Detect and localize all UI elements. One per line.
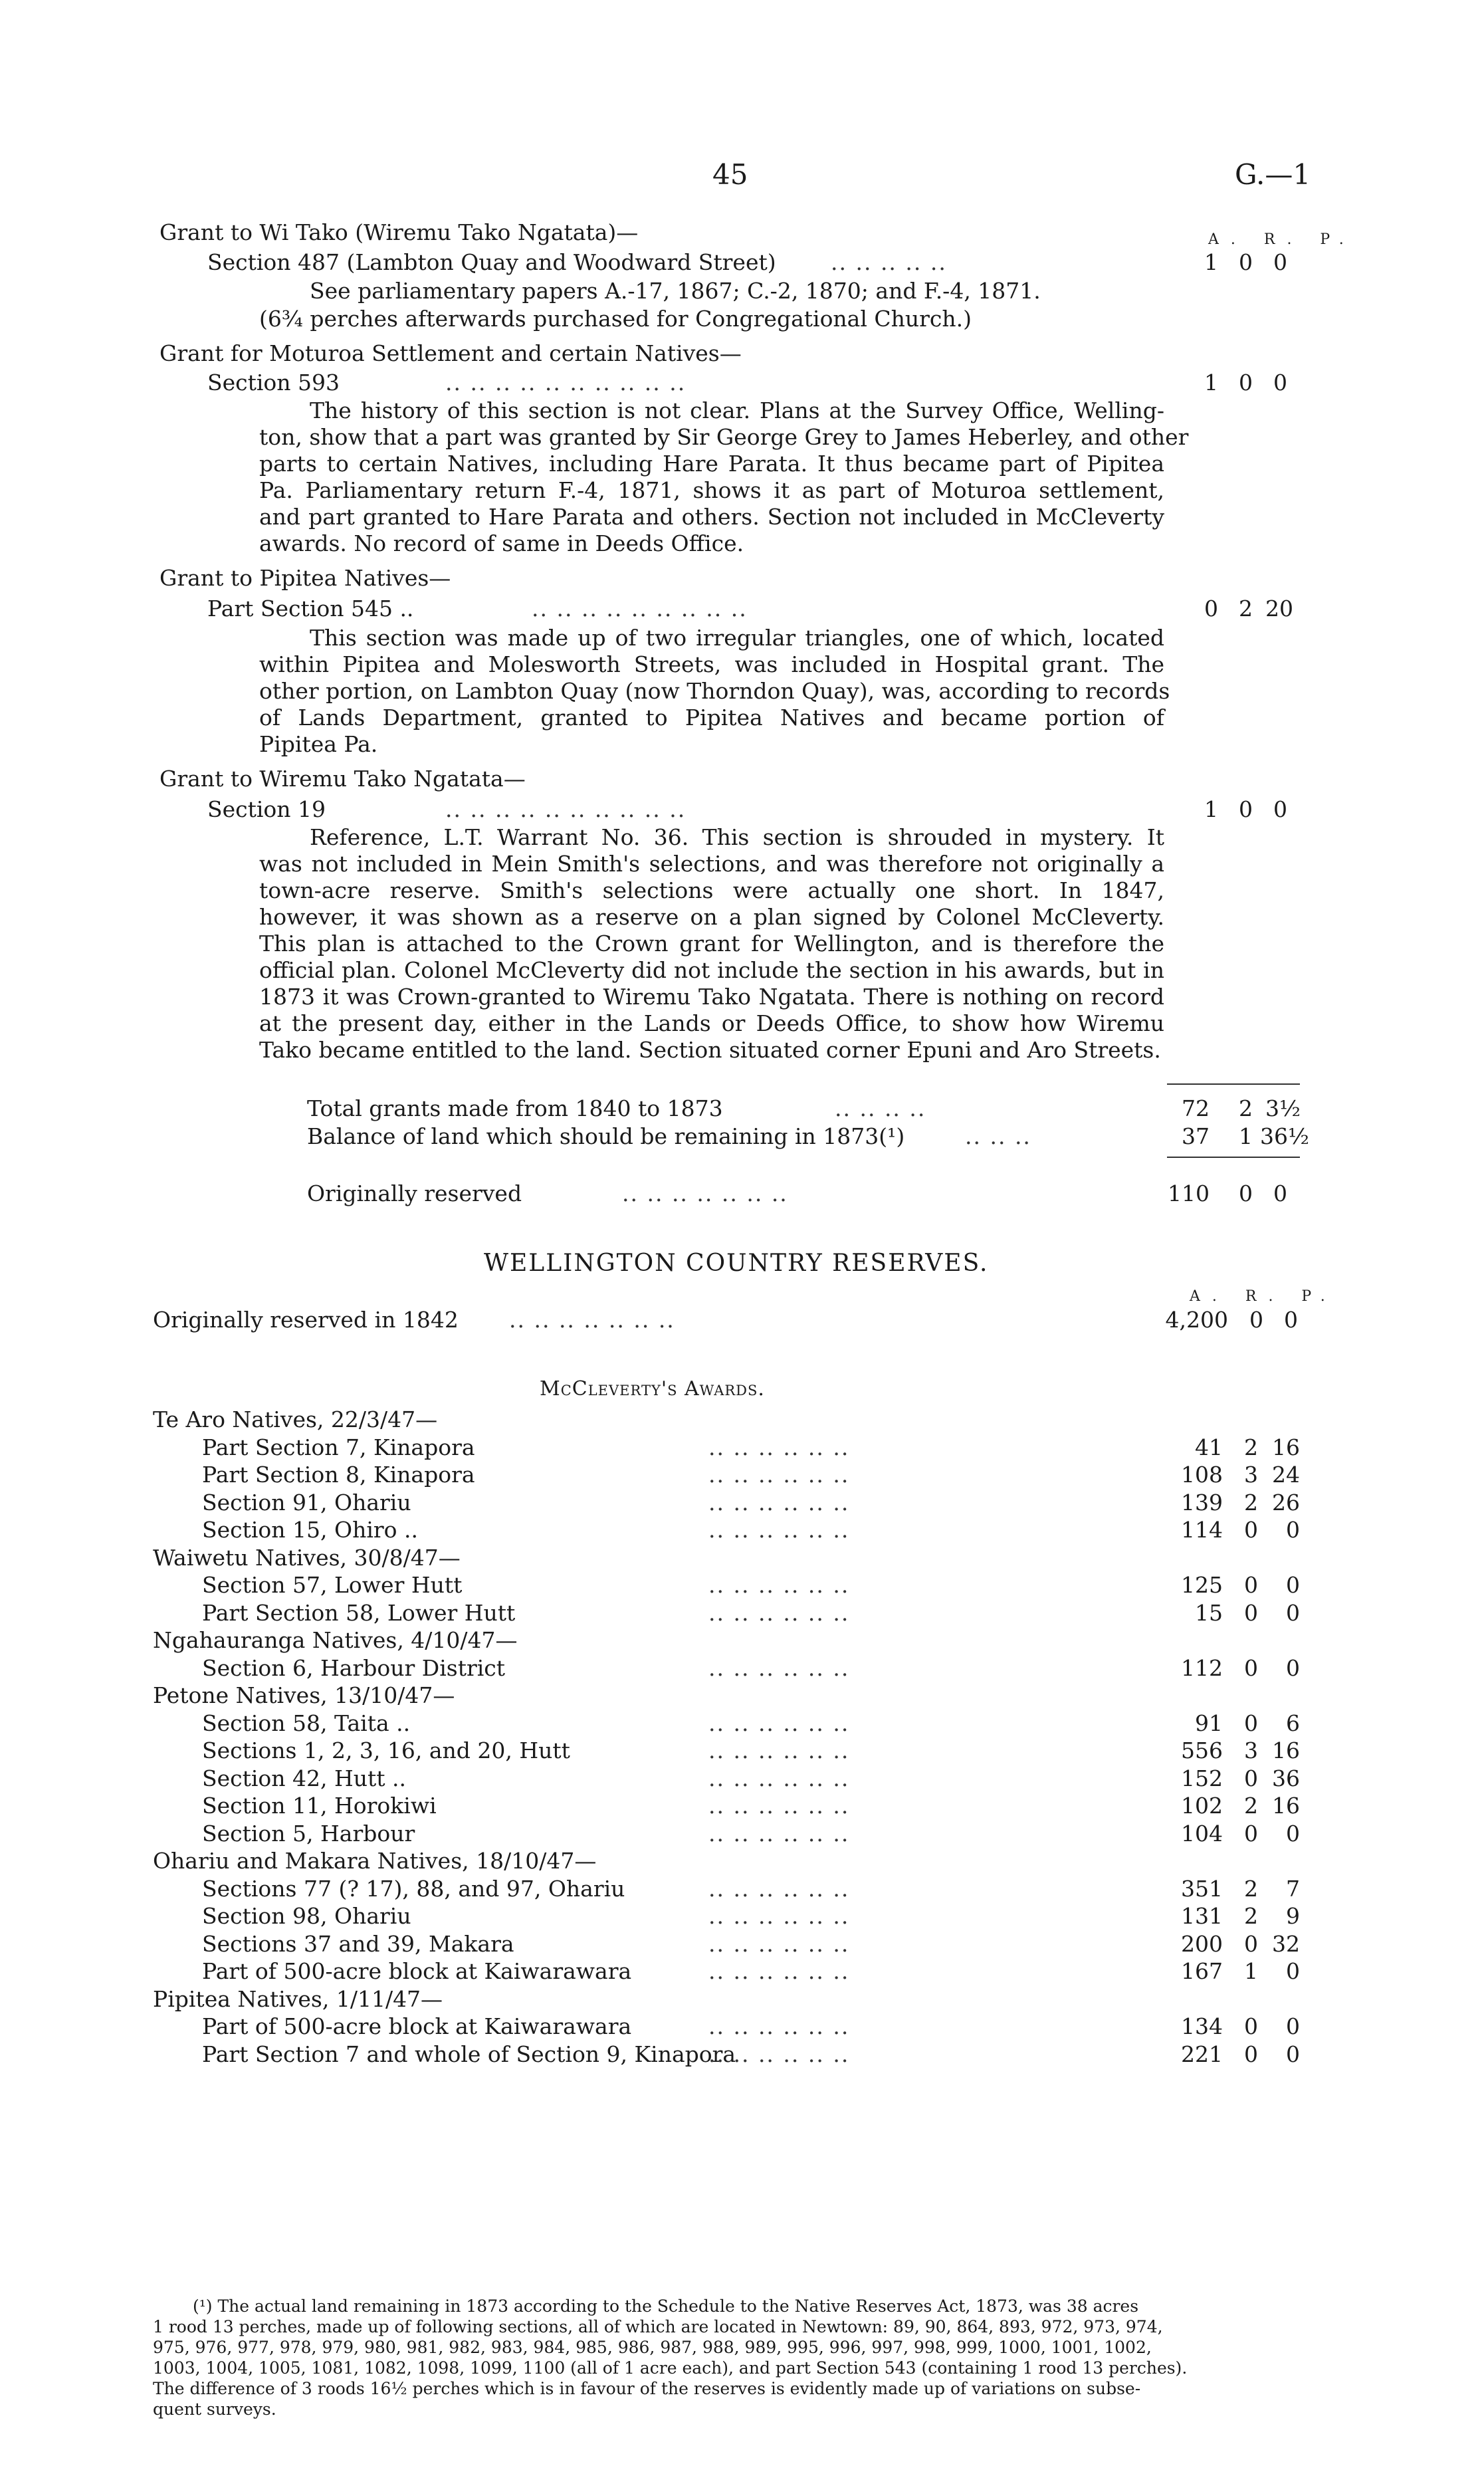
leader-dots: .. .. .. .. .. .. (708, 1737, 850, 1763)
award-perches: 0 (1286, 1655, 1300, 1681)
note-line: See parliamentary papers A.-17, 1867; C.-2, 1870; and F.-4, 1871. (310, 278, 1041, 304)
leader-dots: .. .. .. .. .. .. (708, 1958, 850, 1984)
award-item-label: Section 11, Horokiwi (202, 1793, 437, 1819)
award-acres: 102 (1181, 1793, 1223, 1819)
grant-acres: 1 (1204, 796, 1218, 822)
total-roods: 2 (1239, 1095, 1253, 1121)
note-line: This plan is attached to the Crown grant for Wellington, and is therefore the (259, 931, 1164, 956)
note-line: awards. No record of same in Deeds Office. (259, 530, 744, 556)
award-roods: 3 (1244, 1462, 1258, 1488)
note-line: however, it was shown as a reserve on a plan signed by Colonel McCleverty. (259, 904, 1164, 930)
award-roods: 0 (1244, 1655, 1258, 1681)
award-roods: 1 (1244, 1958, 1258, 1984)
grant-perches: 0 (1273, 796, 1287, 822)
leader-dots: .. .. .. .. .. (831, 249, 947, 275)
leader-dots: .. .. .. .. .. .. .. .. .. .. (445, 796, 687, 822)
grant-roods: 2 (1239, 596, 1253, 621)
note-line: ton, show that a part was granted by Sir George Grey to James Heberley, and other (259, 424, 1189, 450)
grant-perches: 20 (1265, 596, 1293, 621)
note-line: Pipitea Pa. (259, 731, 378, 757)
leader-dots: .. .. .. .. .. .. (708, 1765, 850, 1791)
grant-section: Part Section 545 .. (207, 596, 414, 621)
award-perches: 16 (1272, 1737, 1300, 1763)
originally-roods: 0 (1239, 1180, 1253, 1206)
award-item-label: Section 57, Lower Hutt (202, 1572, 463, 1598)
balance-perches: 36½ (1260, 1123, 1309, 1149)
award-item-label: Part of 500-acre block at Kaiwarawara (202, 1958, 632, 1984)
award-roods: 0 (1244, 1821, 1258, 1847)
leader-dots: .. .. .. .. .. .. .. (622, 1180, 788, 1206)
grant-roods: 0 (1239, 370, 1253, 395)
footnote-line: 975, 976, 977, 978, 979, 980, 981, 982, 983, 984, 985, 986, 987, 988, 989, 995, 996, 997, 998, 999, 1000, 1001, 1002, (153, 2338, 1152, 2357)
award-roods: 0 (1244, 1710, 1258, 1736)
grant-note (259, 397, 1189, 557)
award-group-title: Waiwetu Natives, 30/8/47— (153, 1545, 461, 1571)
country-roods: 0 (1249, 1307, 1263, 1333)
award-acres: 556 (1181, 1737, 1223, 1763)
award-roods: 0 (1244, 1572, 1258, 1598)
awards-heading: McCleverty's Awards. (540, 1377, 765, 1401)
document-reference: G.—1 (1235, 158, 1311, 191)
award-roods: 0 (1244, 1517, 1258, 1543)
column-rule (1167, 1157, 1300, 1158)
award-acres: 15 (1195, 1600, 1223, 1626)
note-line: other portion, on Lambton Quay (now Thorndon Quay), was, according to records (259, 678, 1170, 704)
award-perches: 7 (1286, 1876, 1300, 1902)
leader-dots: .. .. .. .. .. .. (708, 1572, 850, 1598)
award-acres: 104 (1181, 1821, 1223, 1847)
grant-title: Grant to Wi Tako (Wiremu Tako Ngatata)— (159, 219, 639, 245)
award-item-label: Section 91, Ohariu (202, 1490, 411, 1515)
arp-column-header: A. R. P. (1208, 231, 1356, 248)
leader-dots: .. .. .. .. .. .. (708, 2013, 850, 2039)
originally-reserved-label: Originally reserved (307, 1180, 522, 1206)
balance-roods: 1 (1239, 1123, 1253, 1149)
grant-roods: 0 (1239, 796, 1253, 822)
award-perches: 24 (1272, 1462, 1300, 1488)
leader-dots: .. .. .. .. .. .. (708, 1793, 850, 1819)
award-acres: 167 (1181, 1958, 1223, 1984)
award-roods: 0 (1244, 1600, 1258, 1626)
note-line: Pa. Parliamentary return F.-4, 1871, shows it as part of Moturoa settlement, (259, 477, 1164, 503)
award-perches: 9 (1286, 1903, 1300, 1929)
leader-dots: .. .. .. .. (835, 1095, 926, 1121)
award-roods: 0 (1244, 1765, 1258, 1791)
award-perches: 26 (1272, 1490, 1300, 1515)
note-line: parts to certain Natives, including Hare Parata. It thus became part of Pipitea (259, 451, 1164, 477)
award-group-title: Ohariu and Makara Natives, 18/10/47— (153, 1848, 597, 1874)
award-perches: 32 (1272, 1931, 1300, 1957)
note-line: The history of this section is not clear. Plans at the Survey Office, Welling- (310, 397, 1164, 423)
award-acres: 134 (1181, 2013, 1223, 2039)
column-rule (1167, 1083, 1300, 1085)
grant-section: Section 19 (207, 796, 326, 822)
award-item-label: Sections 77 (? 17), 88, and 97, Ohariu (202, 1876, 625, 1902)
arp-column-header: A. R. P. (1190, 1288, 1337, 1305)
award-item-label: Section 15, Ohiro .. (202, 1517, 418, 1543)
award-item-label: Section 6, Harbour District (202, 1655, 506, 1681)
award-acres: 114 (1181, 1517, 1223, 1543)
award-acres: 91 (1195, 1710, 1223, 1736)
award-acres: 125 (1181, 1572, 1223, 1598)
grant-title: Grant to Pipitea Natives— (159, 565, 451, 591)
award-item-label: Section 5, Harbour (202, 1821, 415, 1847)
note-line: was not included in Mein Smith's selections, and was therefore not originally a (259, 851, 1164, 877)
award-perches: 0 (1286, 1600, 1300, 1626)
leader-dots: .. .. .. .. .. .. (708, 1821, 850, 1847)
grant-note (259, 625, 1170, 758)
award-roods: 3 (1244, 1737, 1258, 1763)
award-acres: 221 (1181, 2041, 1223, 2067)
leader-dots: .. .. .. .. .. .. .. .. .. (532, 596, 748, 621)
award-group-title: Pipitea Natives, 1/11/47— (153, 1986, 443, 2012)
award-item-label: Part Section 8, Kinapora (202, 1462, 475, 1488)
award-item-label: Part Section 7 and whole of Section 9, Kinapora (202, 2041, 736, 2067)
award-item-label: Sections 37 and 39, Makara (202, 1931, 514, 1957)
award-acres: 108 (1181, 1462, 1223, 1488)
award-roods: 0 (1244, 1931, 1258, 1957)
award-perches: 16 (1272, 1793, 1300, 1819)
award-roods: 2 (1244, 1434, 1258, 1460)
section-heading: WELLINGTON COUNTRY RESERVES. (484, 1250, 989, 1277)
award-perches: 0 (1286, 1821, 1300, 1847)
award-roods: 0 (1244, 2041, 1258, 2067)
country-acres: 4,200 (1165, 1307, 1228, 1333)
grant-note (310, 278, 1162, 304)
note-line: of Lands Department, granted to Pipitea Natives and became portion of (259, 705, 1164, 730)
leader-dots: .. .. .. .. .. .. .. (509, 1307, 675, 1333)
total-label: Total grants made from 1840 to 1873 (307, 1095, 723, 1121)
note-line: This section was made up of two irregular triangles, one of which, located (310, 625, 1164, 651)
award-acres: 200 (1181, 1931, 1223, 1957)
originally-perches: 0 (1273, 1180, 1287, 1206)
leader-dots: .. .. .. .. .. .. (708, 1876, 850, 1902)
total-perches: 3½ (1265, 1095, 1301, 1121)
award-perches: 6 (1286, 1710, 1300, 1736)
page-number: 45 (712, 158, 748, 191)
note-line: Tako became entitled to the land. Section situated corner Epuni and Aro Streets. (259, 1037, 1161, 1063)
leader-dots: .. .. .. .. .. .. (708, 1434, 850, 1460)
award-item-label: Sections 1, 2, 3, 16, and 20, Hutt (202, 1737, 570, 1763)
note-line: within Pipitea and Molesworth Streets, was included in Hospital grant. The (259, 651, 1164, 677)
grant-acres: 0 (1204, 596, 1218, 621)
footnote (153, 2296, 1309, 2419)
award-acres: 351 (1181, 1876, 1223, 1902)
award-acres: 139 (1181, 1490, 1223, 1515)
grant-perches: 0 (1273, 249, 1287, 275)
grant-extra-note: (6¾ perches afterwards purchased for Congregational Church.) (259, 306, 972, 332)
award-perches: 0 (1286, 1572, 1300, 1598)
grant-acres: 1 (1204, 370, 1218, 395)
award-group-title: Petone Natives, 13/10/47— (153, 1682, 455, 1708)
grant-note (259, 824, 1164, 1064)
award-item-label: Part of 500-acre block at Kaiwarawara (202, 2013, 632, 2039)
award-acres: 41 (1195, 1434, 1223, 1460)
grant-title: Grant to Wiremu Tako Ngatata— (159, 766, 526, 792)
balance-acres: 37 (1182, 1123, 1210, 1149)
leader-dots: .. .. .. .. .. .. .. .. .. .. (445, 370, 687, 395)
award-item-label: Part Section 7, Kinapora (202, 1434, 475, 1460)
footnote-line: 1003, 1004, 1005, 1081, 1082, 1098, 1099, 1100 (all of 1 acre each), and part Section 543 (containing 1 rood 13 perches). (153, 2358, 1188, 2378)
footnote-line: The difference of 3 roods 16½ perches which is in favour of the reserves is evidently made up of variations on subse- (153, 2379, 1141, 2398)
leader-dots: .. .. .. .. .. .. (708, 1931, 850, 1957)
award-acres: 112 (1181, 1655, 1223, 1681)
originally-acres: 110 (1168, 1180, 1210, 1206)
award-roods: 2 (1244, 1490, 1258, 1515)
balance-label: Balance of land which should be remaining in 1873(¹) (307, 1123, 905, 1149)
footnote-line: 1 rood 13 perches, made up of following sections, all of which are located in Newtown: 89, 90, 864, 893, 972, 973, 974, (153, 2317, 1163, 2336)
award-perches: 0 (1286, 2013, 1300, 2039)
grant-acres: 1 (1204, 249, 1218, 275)
award-perches: 0 (1286, 2041, 1300, 2067)
country-originally-label: Originally reserved in 1842 (153, 1307, 459, 1333)
grant-perches: 0 (1273, 370, 1287, 395)
footnote-line: (¹) The actual land remaining in 1873 according to the Schedule to the Native Reserves Act, 1873, was 38 acres (193, 2297, 1139, 2316)
grant-roods: 0 (1239, 249, 1253, 275)
leader-dots: .. .. .. .. .. .. (708, 2041, 850, 2067)
award-perches: 16 (1272, 1434, 1300, 1460)
note-line: town-acre reserve. Smith's selections were actually one short. In 1847, (259, 877, 1164, 903)
note-line: at the present day, either in the Lands or Deeds Office, to show how Wiremu (259, 1010, 1164, 1036)
note-line: official plan. Colonel McCleverty did not include the section in his awards, but in (259, 957, 1164, 983)
note-line: 1873 it was Crown-granted to Wiremu Tako Ngatata. There is nothing on record (259, 984, 1164, 1010)
award-item-label: Section 98, Ohariu (202, 1903, 411, 1929)
grant-section: Section 593 (207, 370, 340, 395)
award-item-label: Section 42, Hutt .. (202, 1765, 407, 1791)
leader-dots: .. .. .. .. .. .. (708, 1710, 850, 1736)
leader-dots: .. .. .. .. .. .. (708, 1600, 850, 1626)
note-line: Reference, L.T. Warrant No. 36. This section is shrouded in mystery. It (310, 824, 1164, 850)
award-perches: 36 (1272, 1765, 1300, 1791)
award-roods: 2 (1244, 1903, 1258, 1929)
footnote-line: quent surveys. (153, 2400, 276, 2419)
leader-dots: .. .. .. .. .. .. (708, 1490, 850, 1515)
leader-dots: .. .. .. (965, 1123, 1031, 1149)
award-acres: 131 (1181, 1903, 1223, 1929)
note-line: and part granted to Hare Parata and others. Section not included in McCleverty (259, 504, 1164, 530)
leader-dots: .. .. .. .. .. .. (708, 1903, 850, 1929)
award-acres: 152 (1181, 1765, 1223, 1791)
leader-dots: .. .. .. .. .. .. (708, 1655, 850, 1681)
award-roods: 0 (1244, 2013, 1258, 2039)
leader-dots: .. .. .. .. .. .. (708, 1517, 850, 1543)
grant-title: Grant for Moturoa Settlement and certain Natives— (159, 340, 742, 366)
award-roods: 2 (1244, 1876, 1258, 1902)
total-acres: 72 (1182, 1095, 1210, 1121)
award-group-title: Ngahauranga Natives, 4/10/47— (153, 1627, 518, 1653)
award-perches: 0 (1286, 1958, 1300, 1984)
leader-dots: .. .. .. .. .. .. (708, 1462, 850, 1488)
award-item-label: Section 58, Taita .. (202, 1710, 411, 1736)
award-roods: 2 (1244, 1793, 1258, 1819)
award-item-label: Part Section 58, Lower Hutt (202, 1600, 516, 1626)
grant-section: Section 487 (Lambton Quay and Woodward Street) (207, 249, 776, 275)
award-perches: 0 (1286, 1517, 1300, 1543)
award-group-title: Te Aro Natives, 22/3/47— (153, 1406, 438, 1432)
country-perches: 0 (1284, 1307, 1298, 1333)
